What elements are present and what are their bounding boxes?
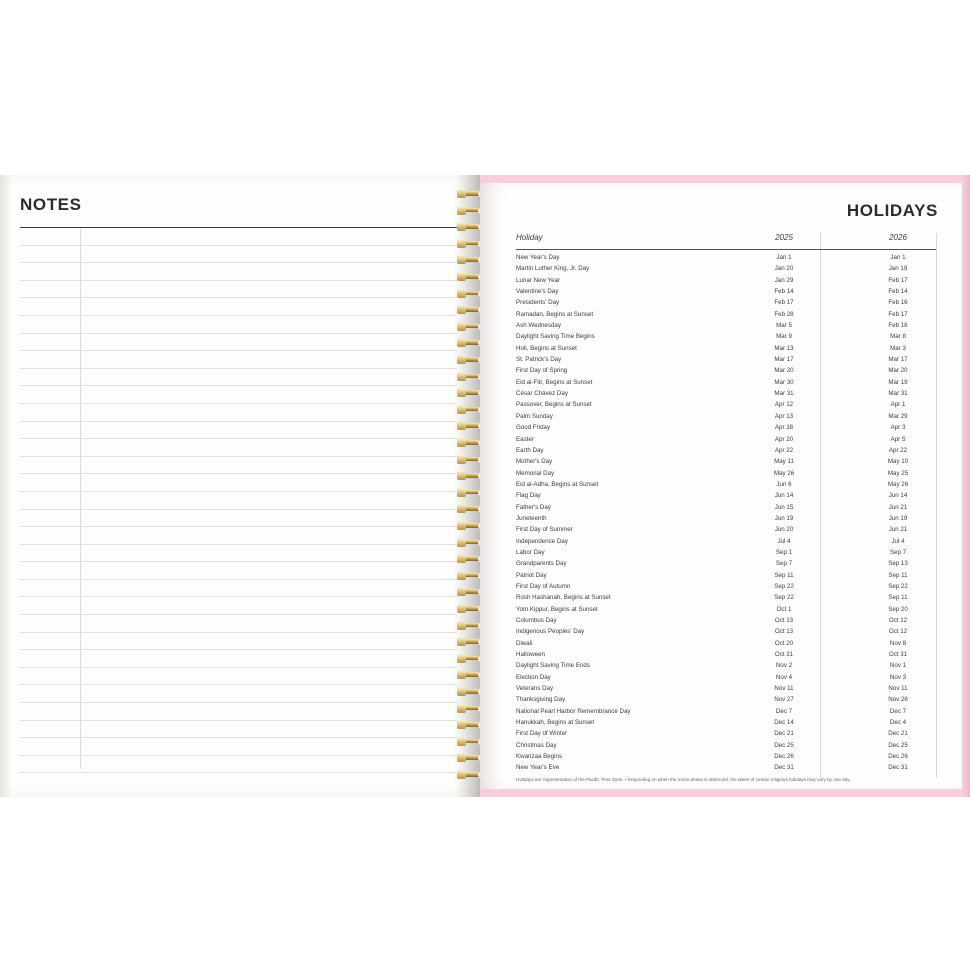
table-row (516, 762, 936, 773)
holiday-date-2025: Nov 27 (774, 696, 794, 704)
table-row (516, 581, 936, 592)
table-row (516, 331, 936, 342)
notes-line[interactable] (20, 562, 457, 580)
table-row (516, 751, 936, 762)
holiday-date-2026: May 10 (887, 458, 909, 466)
holiday-date-2026: Apr 1 (890, 401, 906, 409)
table-row (516, 399, 936, 410)
notes-line[interactable] (20, 721, 457, 739)
holiday-date-2026: Oct 12 (888, 617, 908, 624)
holiday-date-2026: Sep 11 (888, 594, 908, 602)
notes-line[interactable] (20, 615, 457, 633)
table-row (516, 320, 936, 331)
holiday-date-2026: Jun 19 (888, 514, 908, 522)
holiday-date-2026: Dec 4 (889, 719, 907, 727)
table-row (516, 672, 936, 683)
table-row (516, 445, 936, 456)
holiday-date-2025: May 11 (774, 458, 794, 466)
holiday-name: First Day of Summer (516, 526, 573, 534)
holiday-date-2025: Mar 9 (776, 333, 792, 341)
notes-line[interactable] (20, 756, 457, 774)
holiday-date-2025: Nov 2 (775, 662, 793, 670)
holiday-date-2025: Oct 20 (774, 639, 794, 647)
holiday-name: Martin Luther King, Jr. Day (516, 265, 590, 273)
table-row (516, 638, 936, 649)
holiday-date-2025: May 26 (773, 469, 795, 477)
page-edge-shadow (0, 175, 12, 797)
notes-line[interactable] (20, 545, 457, 563)
table-row (516, 615, 936, 626)
table-row (516, 354, 936, 365)
holiday-date-2026: Nov 8 (889, 639, 907, 647)
holiday-date-2025: Oct 31 (774, 651, 794, 659)
holiday-name: Eid al-Adha, Begins at Sunset (516, 480, 599, 488)
table-row (516, 365, 936, 376)
holiday-name: Eid al-Fitr, Begins at Sunset (516, 378, 593, 386)
holiday-date-2025: Jan 20 (774, 265, 794, 273)
table-row (516, 706, 936, 717)
holiday-name: Christmas Day (516, 741, 557, 749)
holiday-date-2026: Dec 26 (888, 753, 908, 761)
holiday-date-2026: Jun 21 (888, 503, 908, 511)
holiday-date-2026: Jan 19 (888, 265, 908, 273)
holiday-name: Earth Day (516, 446, 544, 454)
holiday-name: Memorial Day (516, 469, 555, 477)
holiday-name: César Chávez Day (516, 390, 568, 398)
holiday-name: St. Patrick's Day (516, 356, 562, 364)
holiday-name: Hanukkah, Begins at Sunset (516, 719, 595, 727)
notes-line[interactable] (20, 228, 457, 246)
holiday-date-2026: Dec 7 (889, 707, 907, 715)
holiday-date-2026: Nov 1 (889, 662, 907, 670)
holiday-date-2026: Mar 3 (890, 344, 906, 352)
table-row (516, 434, 936, 445)
holiday-name: Patriot Day (516, 571, 547, 579)
holiday-name: Veterans Day (516, 685, 554, 693)
holiday-date-2025: Oct 1 (776, 605, 792, 613)
table-row (516, 524, 936, 535)
table-row (516, 513, 936, 524)
notes-line[interactable] (20, 633, 457, 651)
column-divider (936, 233, 937, 778)
table-row (516, 536, 936, 547)
notes-line[interactable] (20, 316, 457, 334)
holiday-name: Columbus Day (516, 617, 557, 624)
holiday-name: Lunar New Year (516, 276, 561, 284)
table-row (516, 252, 936, 263)
holiday-date-2026: Feb 16 (888, 299, 908, 307)
holiday-date-2026: Nov 11 (888, 685, 908, 693)
notes-line[interactable] (20, 386, 457, 404)
table-row (516, 468, 936, 479)
holiday-date-2025: Sep 22 (774, 582, 794, 590)
holiday-name: First Day of Spring (516, 367, 568, 375)
notes-line[interactable] (20, 404, 457, 422)
holiday-date-2025: Nov 11 (774, 685, 794, 693)
column-header-year-2026: 2026 (889, 233, 907, 242)
holiday-name: Father's Day (516, 503, 551, 511)
holiday-name: Daylight Saving Time Begins (516, 333, 595, 341)
table-row (516, 740, 936, 751)
page-border-right (962, 175, 970, 797)
table-row (516, 422, 936, 433)
holiday-date-2026: Jan 1 (890, 254, 906, 261)
holiday-date-2026: Nov 3 (889, 673, 907, 681)
holiday-date-2025: Jun 15 (774, 503, 794, 511)
notes-line[interactable] (20, 369, 457, 387)
holiday-name: New Year's Eve (516, 764, 560, 772)
notes-line[interactable] (20, 351, 457, 369)
holiday-date-2026: Dec 25 (888, 741, 908, 749)
holiday-date-2025: Dec 7 (775, 707, 793, 715)
holiday-date-2026: Apr 5 (890, 435, 906, 443)
holiday-name: Indigenous Peoples' Day (516, 628, 585, 636)
table-row (516, 694, 936, 705)
notes-line[interactable] (20, 685, 457, 703)
notes-line[interactable] (20, 650, 457, 668)
table-row (516, 547, 936, 558)
table-row (516, 626, 936, 637)
holidays-page-inner (480, 183, 962, 789)
notes-line[interactable] (20, 492, 457, 510)
holiday-date-2025: Apr 12 (774, 401, 794, 409)
holiday-date-2025: Feb 14 (774, 288, 794, 296)
holiday-name: Ramadan, Begins at Sunset (516, 310, 594, 318)
holiday-date-2026: Sep 20 (888, 605, 908, 613)
table-row (516, 604, 936, 615)
planner-spread (0, 175, 970, 797)
table-row (516, 479, 936, 490)
table-row (516, 411, 936, 422)
holiday-name: Flag Day (516, 492, 541, 500)
holiday-date-2025: Apr 22 (774, 446, 794, 454)
holiday-date-2025: Oct 13 (774, 617, 794, 624)
holiday-date-2025: Jan 29 (774, 276, 794, 284)
holiday-date-2025: Dec 26 (774, 753, 794, 761)
holiday-date-2025: Oct 13 (774, 628, 794, 636)
holiday-date-2025: Sep 11 (774, 571, 794, 579)
notes-line[interactable] (20, 474, 457, 492)
holiday-name: Election Day (516, 673, 551, 681)
table-row (516, 388, 936, 399)
holiday-date-2026: Dec 31 (888, 764, 908, 772)
notes-lines[interactable] (20, 228, 457, 768)
holiday-date-2025: Dec 31 (774, 764, 794, 772)
holiday-name: Labor Day (516, 548, 545, 556)
holiday-date-2025: Sep 22 (774, 594, 794, 602)
table-row (516, 660, 936, 671)
page-title: NOTES (20, 195, 82, 214)
holiday-date-2026: May 26 (887, 480, 909, 488)
notes-line[interactable] (20, 246, 457, 264)
table-row (516, 343, 936, 354)
holiday-date-2026: Feb 17 (888, 310, 908, 318)
notes-line[interactable] (20, 580, 457, 598)
holiday-name: New Year's Day (516, 254, 560, 261)
table-row (516, 558, 936, 569)
table-row (516, 309, 936, 320)
holiday-name: Mother's Day (516, 458, 553, 466)
holiday-date-2025: Nov 4 (775, 673, 793, 681)
notes-line[interactable] (20, 527, 457, 545)
holiday-name: National Pearl Harbor Remembrance Day (516, 707, 631, 715)
holiday-name: Good Friday (516, 424, 551, 432)
holiday-date-2026: Feb 18 (888, 322, 908, 330)
holiday-date-2025: Apr 20 (774, 435, 794, 443)
holiday-name: Yom Kippur, Begins at Sunset (516, 605, 598, 613)
holiday-name: Thanksgiving Day (516, 696, 566, 704)
holiday-name: Diwali (516, 639, 533, 647)
holiday-date-2026: May 25 (887, 469, 909, 477)
holiday-name: First Day of Winter (516, 730, 568, 738)
holiday-date-2026: Mar 31 (888, 390, 908, 398)
holiday-date-2026: Mar 8 (890, 333, 906, 341)
holiday-date-2025: Jun 6 (776, 480, 792, 488)
holiday-date-2025: Sep 7 (775, 560, 793, 568)
holiday-name: Rosh Hashanah, Begins at Sunset (516, 594, 611, 602)
table-row (516, 683, 936, 694)
table-row (516, 456, 936, 467)
holiday-date-2026: Feb 17 (888, 276, 908, 284)
holiday-name: Passover, Begins at Sunset (516, 401, 592, 409)
table-row (516, 502, 936, 513)
holiday-name: Ash Wednesday (516, 322, 561, 330)
holiday-date-2025: Jun 14 (774, 492, 794, 500)
holidays-page (480, 175, 970, 797)
table-row (516, 717, 936, 728)
column-header-holiday: Holiday (516, 233, 543, 242)
holiday-name: Independence Day (516, 537, 568, 545)
holidays-table (516, 233, 936, 774)
holiday-date-2026: Nov 26 (888, 696, 908, 704)
holiday-date-2026: Dec 21 (888, 730, 908, 738)
holiday-name: Halloween (516, 651, 545, 659)
holiday-date-2026: Apr 22 (888, 446, 908, 454)
holiday-date-2025: Feb 28 (774, 310, 794, 318)
holiday-date-2025: Jul 4 (777, 537, 791, 545)
column-header-year-2025: 2025 (775, 233, 793, 242)
holiday-date-2026: Feb 14 (888, 288, 908, 296)
holiday-date-2025: Apr 18 (774, 424, 794, 432)
holiday-date-2025: Jun 19 (774, 514, 794, 522)
holiday-date-2025: Dec 14 (774, 719, 794, 727)
holiday-date-2025: Mar 13 (774, 344, 794, 352)
holiday-date-2026: Jun 14 (888, 492, 908, 500)
holiday-date-2025: Mar 17 (774, 356, 794, 364)
holiday-date-2025: Mar 20 (774, 367, 794, 375)
notes-line[interactable] (20, 439, 457, 457)
holiday-date-2026: Sep 22 (888, 582, 908, 590)
notes-line[interactable] (20, 510, 457, 528)
notes-line[interactable] (20, 298, 457, 316)
table-row (516, 286, 936, 297)
holiday-date-2026: Jun 21 (888, 526, 908, 534)
holiday-name: Presidents' Day (516, 299, 560, 307)
table-footnote: Holidays are representative of the Pacific Time Zone. • Depending on when the moon phase is observed, the dates of certain religious holidays may vary by one day. (516, 777, 851, 782)
holiday-name: Holi, Begins at Sunset (516, 344, 577, 352)
holiday-date-2026: Mar 29 (888, 412, 908, 420)
holiday-name: Daylight Saving Time Ends (516, 662, 590, 670)
holiday-date-2026: Sep 13 (888, 560, 908, 568)
holiday-date-2026: Apr 3 (890, 424, 906, 432)
holiday-date-2025: Mar 31 (774, 390, 794, 398)
holiday-date-2026: Oct 12 (888, 628, 908, 636)
table-row (516, 490, 936, 501)
holiday-date-2025: Feb 17 (774, 299, 794, 307)
table-row (516, 728, 936, 739)
notes-line[interactable] (20, 422, 457, 440)
holiday-name: Kwanzaa Begins (516, 753, 563, 761)
table-body (516, 252, 936, 774)
holiday-date-2026: Mar 19 (888, 378, 908, 386)
holiday-date-2026: Sep 11 (888, 571, 908, 579)
table-row (516, 263, 936, 274)
holiday-date-2025: Jun 20 (774, 526, 794, 534)
holiday-date-2025: Dec 25 (774, 741, 794, 749)
page-title: HOLIDAYS (846, 201, 938, 220)
table-row (516, 570, 936, 581)
notes-line[interactable] (20, 263, 457, 281)
table-row (516, 377, 936, 388)
holiday-date-2026: Mar 17 (888, 356, 908, 364)
notes-line[interactable] (20, 703, 457, 721)
notes-line[interactable] (20, 334, 457, 352)
notes-line[interactable] (20, 597, 457, 615)
holiday-date-2026: Jul 4 (891, 537, 905, 545)
holiday-date-2026: Oct 31 (888, 651, 908, 659)
notes-line[interactable] (20, 738, 457, 756)
holiday-date-2025: Mar 5 (776, 322, 792, 330)
holiday-date-2025: Dec 21 (774, 730, 794, 738)
notes-line[interactable] (20, 281, 457, 299)
table-row (516, 649, 936, 660)
holiday-name: Grandparents Day (516, 560, 567, 568)
holiday-date-2025: Mar 30 (774, 378, 794, 386)
holiday-date-2026: Mar 20 (888, 367, 908, 375)
holiday-name: Valentine's Day (516, 288, 559, 296)
holiday-name: Juneteenth (516, 514, 547, 522)
table-row (516, 592, 936, 603)
notes-line[interactable] (20, 668, 457, 686)
table-row (516, 275, 936, 286)
table-row (516, 297, 936, 308)
holiday-date-2025: Jan 1 (776, 254, 792, 261)
holiday-name: Palm Sunday (516, 412, 553, 420)
notes-page (0, 175, 480, 797)
holiday-name: Easter (516, 435, 534, 443)
holiday-name: First Day of Autumn (516, 582, 571, 590)
holiday-date-2026: Sep 7 (889, 548, 907, 556)
holiday-date-2025: Sep 1 (775, 548, 793, 556)
table-header-row (516, 233, 936, 250)
holiday-date-2025: Apr 13 (774, 412, 794, 420)
notes-line[interactable] (20, 457, 457, 475)
